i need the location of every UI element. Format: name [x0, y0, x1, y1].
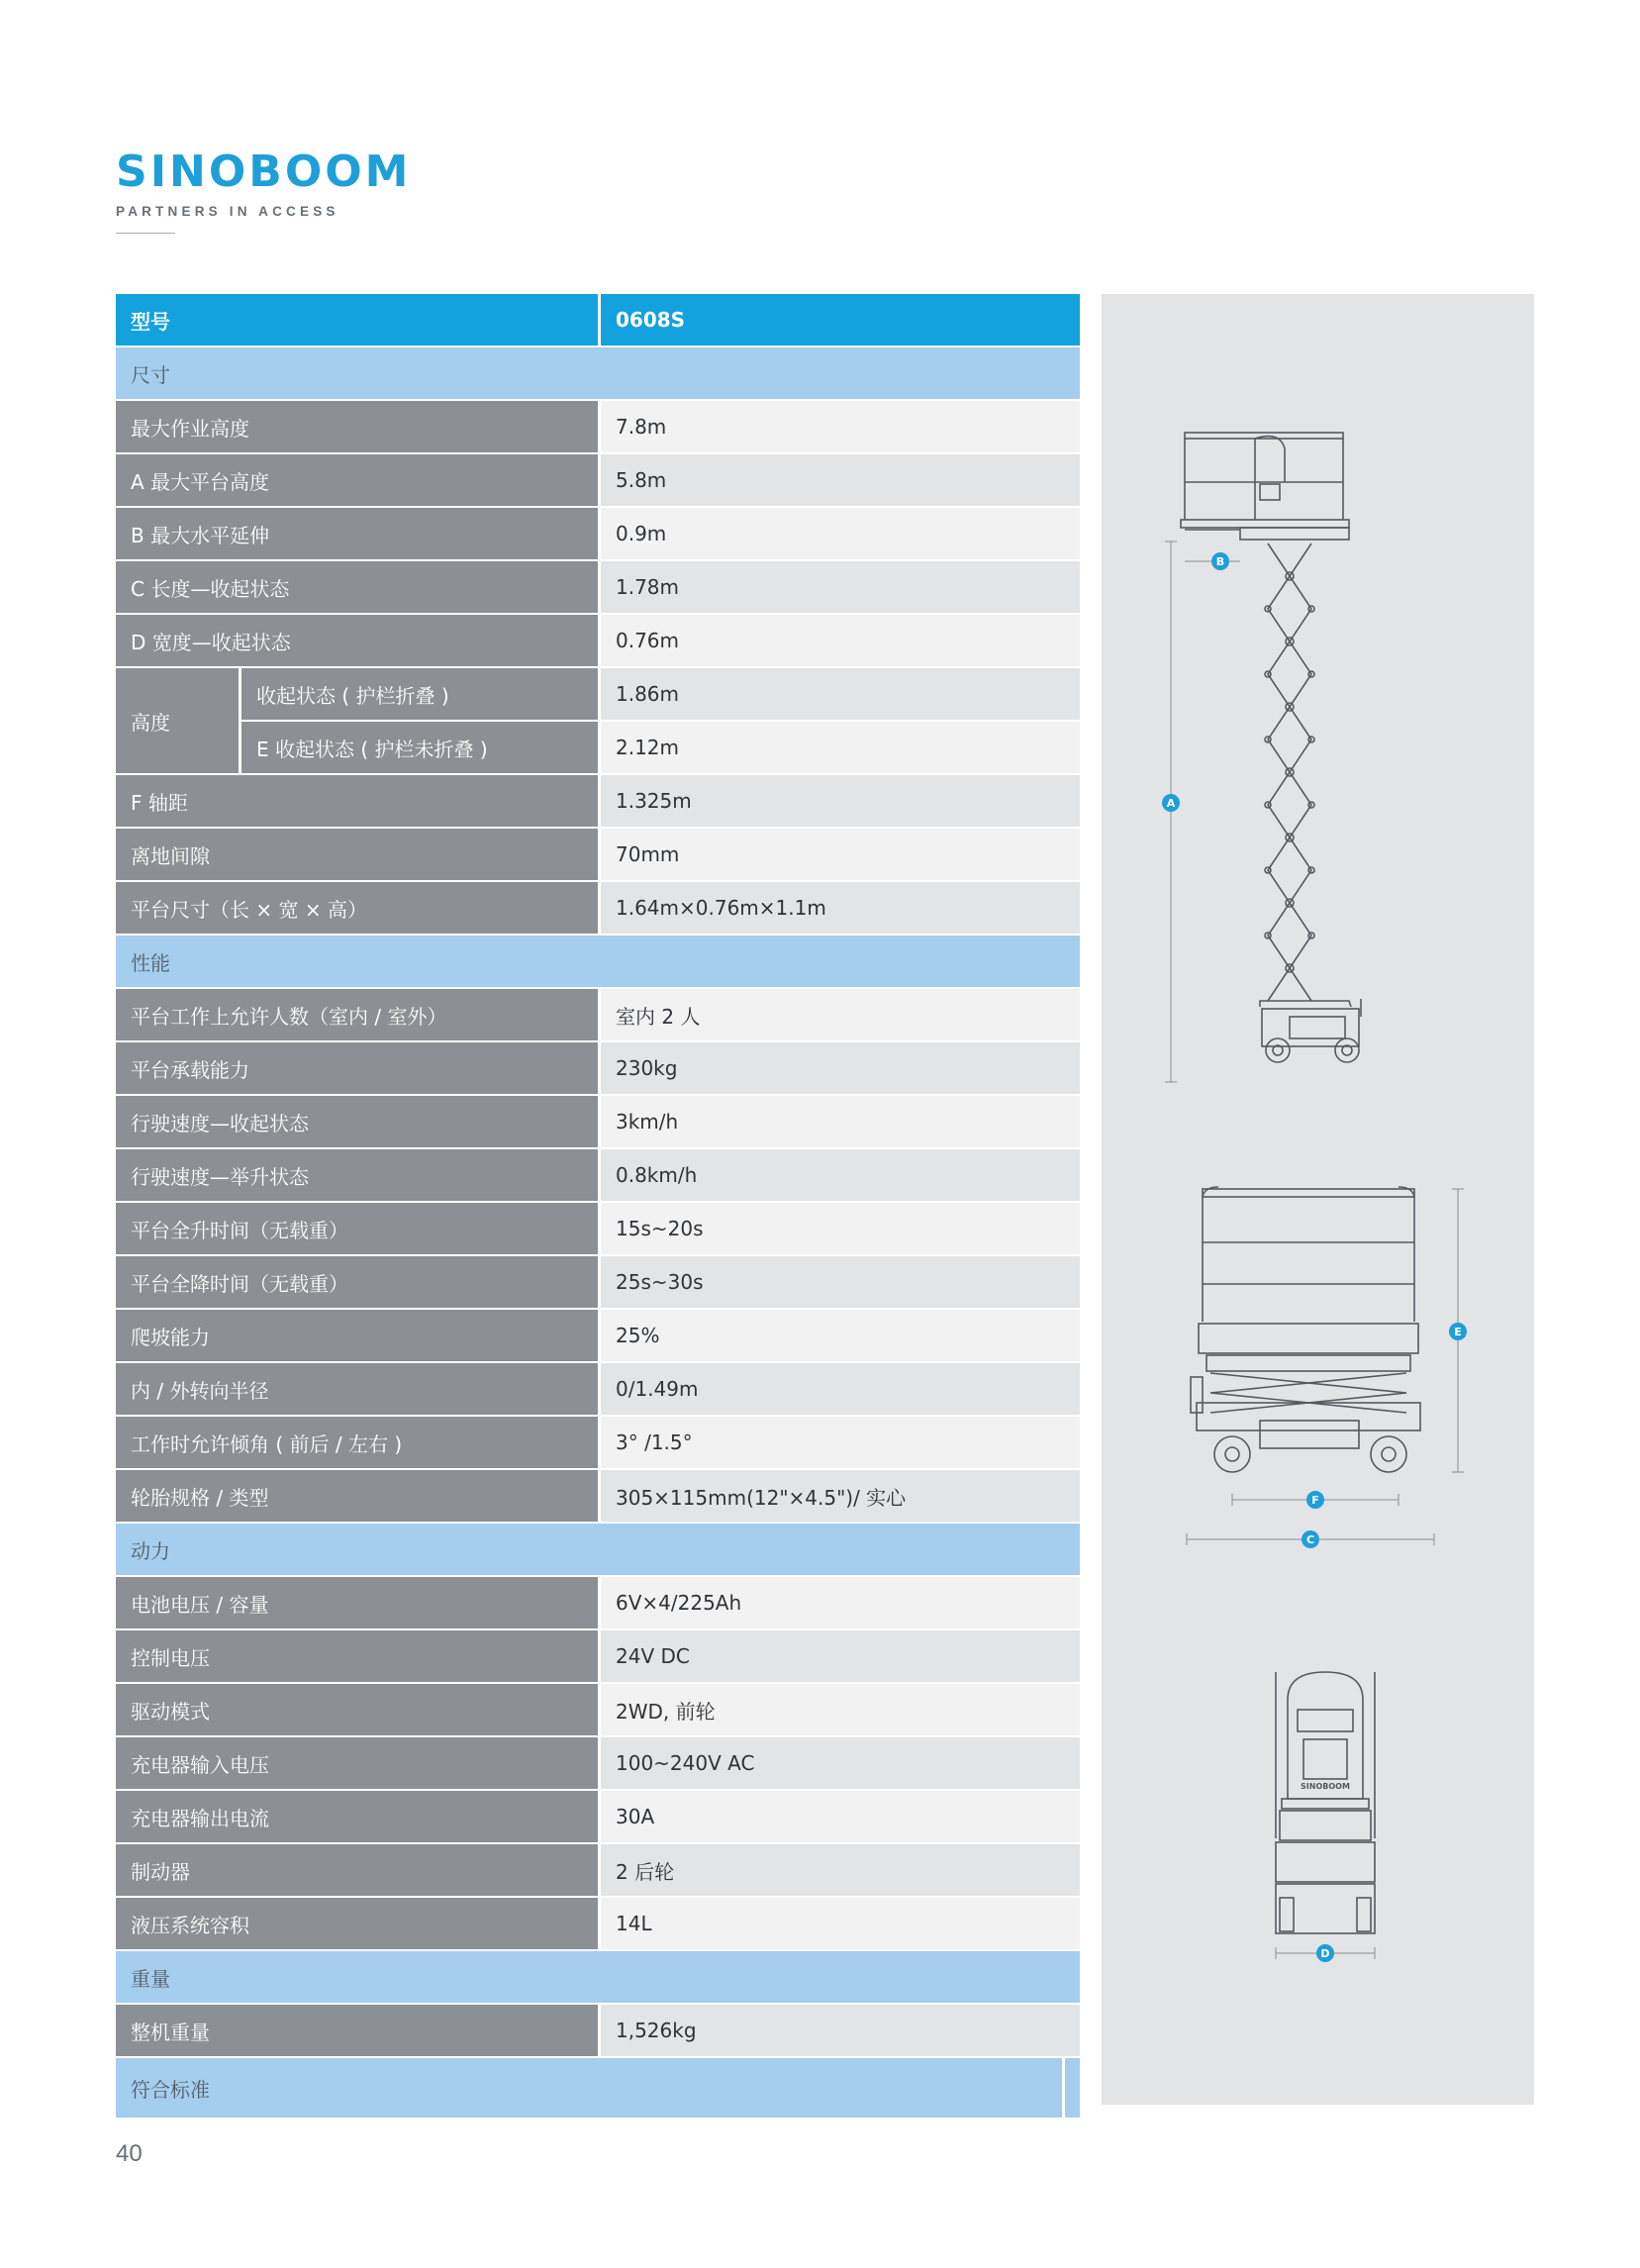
table-row	[116, 401, 1080, 454]
spec-table	[116, 294, 1080, 2120]
marker-c	[1302, 1530, 1319, 1548]
row-label: 充电器输入电压	[116, 1737, 598, 1791]
table-row	[116, 1791, 1080, 1844]
row-label: 控制电压	[116, 1630, 598, 1684]
row-label: A 最大平台高度	[116, 454, 598, 508]
marker-d-label: D	[1320, 1947, 1330, 1960]
table-row	[116, 1844, 1080, 1898]
row-value: 1,526kg	[598, 2005, 1080, 2058]
section-title: 尺寸	[116, 347, 1080, 401]
row-value: 100~240V AC	[598, 1737, 1080, 1791]
section-performance	[116, 936, 1080, 989]
row-label: 离地间隙	[116, 829, 598, 882]
table-row	[116, 775, 1080, 829]
table-row	[116, 454, 1080, 508]
brand-logo	[116, 147, 412, 234]
row-value: 70mm	[598, 829, 1080, 882]
page-number: 40	[116, 2140, 143, 2167]
marker-a-label: A	[1166, 797, 1176, 810]
table-row	[116, 561, 1080, 615]
row-value: 2WD, 前轮	[598, 1684, 1080, 1737]
row-value: 230kg	[598, 1042, 1080, 1096]
table-row	[116, 1149, 1080, 1203]
row-value: 0/1.49m	[598, 1363, 1080, 1417]
row-label: 平台尺寸（长 × 宽 × 高）	[116, 882, 598, 936]
table-row	[116, 508, 1080, 561]
row-label: 平台全升时间（无载重）	[116, 1203, 598, 1256]
brand-underline	[116, 233, 175, 234]
section-title: 符合标准	[116, 2058, 1062, 2120]
standards-value	[1062, 2058, 1080, 2120]
row-value: 7.8m	[598, 401, 1080, 454]
brand-wordmark: SINOBOOM	[116, 147, 412, 197]
machine-drawings	[1102, 294, 1534, 2105]
marker-f	[1306, 1491, 1324, 1509]
row-label: 工作时允许倾角 ( 前后 / 左右 )	[116, 1417, 598, 1470]
front-brand-label: SINOBOOM	[1301, 1782, 1350, 1791]
row-value: 3° /1.5°	[598, 1417, 1080, 1470]
section-title: 动力	[116, 1524, 1080, 1577]
table-row	[116, 1096, 1080, 1149]
table-row	[116, 1256, 1080, 1310]
end-view-drawing	[1276, 1672, 1375, 1959]
row-label: D 宽度—收起状态	[116, 615, 598, 668]
row-label: 制动器	[116, 1844, 598, 1898]
row-label: 收起状态 ( 护栏折叠 )	[241, 668, 598, 722]
table-row	[116, 1898, 1080, 1951]
marker-a	[1162, 794, 1180, 812]
marker-e-label: E	[1454, 1326, 1462, 1338]
row-label: 整机重量	[116, 2005, 598, 2058]
table-header-row	[116, 294, 1080, 347]
row-value: 1.325m	[598, 775, 1080, 829]
row-value: 室内 2 人	[598, 989, 1080, 1042]
row-label: 行驶速度—举升状态	[116, 1149, 598, 1203]
table-row	[116, 1684, 1080, 1737]
marker-e	[1449, 1323, 1467, 1340]
row-value: 2 后轮	[598, 1844, 1080, 1898]
row-label: 充电器输出电流	[116, 1791, 598, 1844]
table-row	[116, 1203, 1080, 1256]
side-view-drawing	[1165, 433, 1361, 1082]
row-label: 驱动模式	[116, 1684, 598, 1737]
row-value: 6V×4/225Ah	[598, 1577, 1080, 1630]
table-row	[116, 615, 1080, 668]
table-row	[116, 1577, 1080, 1630]
table-row	[116, 1417, 1080, 1470]
table-row	[116, 1737, 1080, 1791]
table-row	[241, 668, 1080, 722]
row-label: 内 / 外转向半径	[116, 1363, 598, 1417]
row-label: C 长度—收起状态	[116, 561, 598, 615]
row-label: B 最大水平延伸	[116, 508, 598, 561]
marker-c-label: C	[1305, 1533, 1315, 1546]
table-row	[116, 2005, 1080, 2058]
row-label: 最大作业高度	[116, 401, 598, 454]
table-row	[116, 1310, 1080, 1363]
section-standards	[116, 2058, 1080, 2120]
row-label: 爬坡能力	[116, 1310, 598, 1363]
row-value: 14L	[598, 1898, 1080, 1951]
marker-b-label: B	[1215, 555, 1225, 568]
row-value: 25%	[598, 1310, 1080, 1363]
row-value: 2.12m	[598, 722, 1080, 775]
row-value: 1.64m×0.76m×1.1m	[598, 882, 1080, 936]
section-dimensions	[116, 347, 1080, 401]
table-row	[116, 989, 1080, 1042]
row-value: 0.8km/h	[598, 1149, 1080, 1203]
model-label: 型号	[116, 294, 598, 347]
row-label: 行驶速度—收起状态	[116, 1096, 598, 1149]
section-title: 重量	[116, 1951, 1080, 2005]
brand-tagline: PARTNERS IN ACCESS	[116, 204, 339, 219]
section-power	[116, 1524, 1080, 1577]
row-value: 1.78m	[598, 561, 1080, 615]
row-value: 305×115mm(12"×4.5")/ 实心	[598, 1470, 1080, 1524]
row-label: 轮胎规格 / 类型	[116, 1470, 598, 1524]
marker-b	[1211, 552, 1229, 570]
marker-d	[1316, 1944, 1334, 1962]
row-label: F 轴距	[116, 775, 598, 829]
row-label: 电池电压 / 容量	[116, 1577, 598, 1630]
marker-f-label: F	[1311, 1494, 1319, 1507]
table-row	[116, 829, 1080, 882]
front-view-drawing	[1187, 1187, 1464, 1545]
row-label: 液压系统容积	[116, 1898, 598, 1951]
height-group-label: 高度	[116, 668, 241, 775]
height-group	[116, 668, 1080, 775]
row-value: 24V DC	[598, 1630, 1080, 1684]
row-label: E 收起状态 ( 护栏未折叠 )	[241, 722, 598, 775]
table-row	[116, 882, 1080, 936]
row-value: 15s~20s	[598, 1203, 1080, 1256]
table-row	[116, 1470, 1080, 1524]
table-row	[116, 1630, 1080, 1684]
row-label: 平台承载能力	[116, 1042, 598, 1096]
row-value: 30A	[598, 1791, 1080, 1844]
row-label: 平台全降时间（无载重）	[116, 1256, 598, 1310]
model-value: 0608S	[598, 294, 1080, 347]
table-row	[116, 1363, 1080, 1417]
row-value: 0.76m	[598, 615, 1080, 668]
table-row	[241, 722, 1080, 775]
section-weight	[116, 1951, 1080, 2005]
row-value: 3km/h	[598, 1096, 1080, 1149]
section-title: 性能	[116, 936, 1080, 989]
drawing-panel	[1102, 294, 1534, 2105]
row-value: 1.86m	[598, 668, 1080, 722]
row-value: 25s~30s	[598, 1256, 1080, 1310]
row-label: 平台工作上允许人数（室内 / 室外）	[116, 989, 598, 1042]
row-value: 5.8m	[598, 454, 1080, 508]
row-value: 0.9m	[598, 508, 1080, 561]
table-row	[116, 1042, 1080, 1096]
